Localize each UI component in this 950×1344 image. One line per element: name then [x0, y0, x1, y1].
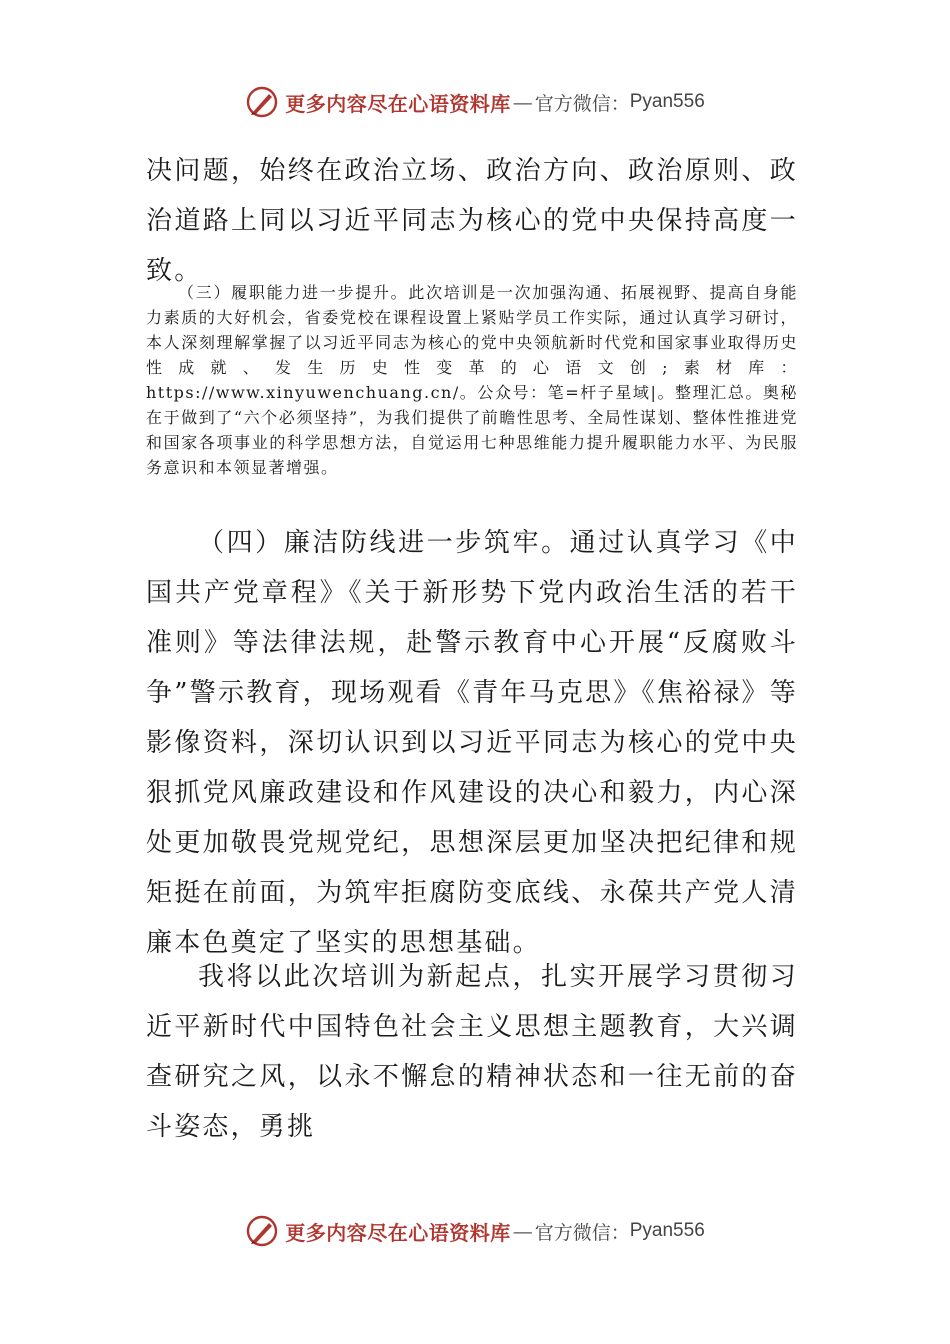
banner-dash: —	[512, 90, 533, 114]
banner-official-label: 官方微信：	[534, 92, 630, 115]
banner-dash: —	[512, 1219, 533, 1243]
banner-official-label: 官方微信：	[534, 1221, 630, 1244]
body-paragraph-3: （四）廉洁防线进一步筑牢。通过认真学习《中国共产党章程》《关于新形势下党内政治生活的若干准则》等法律法规，赴警示教育中心开展“反腐败斗争”警示教育，现场观看《青年马克思》《焦裕禄》等影像资料，深切认识到以习近平同志为核心的党中央狠抓党风廉政建设和作风建设的决心和毅力，内心深处更加敬畏党规党纪，思想深层更加坚决把纪律和规矩挺在前面，为筑牢拒腐防变底线、永葆共产党人清廉本色奠定了坚实的思想基础。	[146, 528, 798, 958]
banner-brand-text: 更多内容尽在心语资料库	[285, 1220, 511, 1245]
body-paragraph-4: 我将以此次培训为新起点，扎实开展学习贯彻习近平新时代中国特色社会主义思想主题教育，大兴调查研究之风，以永不懈怠的精神状态和一往无前的奋斗姿态，勇挑	[146, 962, 798, 1142]
banner-wechat-id: Pyan556	[629, 91, 705, 112]
banner-wechat-id: Pyan556	[629, 1220, 705, 1241]
banner-brand-text: 更多内容尽在心语资料库	[285, 91, 511, 116]
pen-logo-icon	[245, 1214, 279, 1248]
body-paragraph-1: 决问题，始终在政治立场、政治方向、政治原则、政治道路上同以习近平同志为核心的党中央保持高度一致。	[146, 156, 798, 286]
pen-logo-icon	[245, 85, 279, 119]
body-paragraph-2: （三）履职能力进一步提升。此次培训是一次加强沟通、拓展视野、提高自身能力素质的大好机会，省委党校在课程设置上紧贴学员工作实际，通过认真学习研讨，本人深刻理解掌握了以习近平同志为核心的党中央领航新时代党和国家事业取得历史性成就、发生历史性变革的心语文创;素材库：https://www.xinyuwenchuang.cn/。公众号：笔=杆子星域|。整理汇总。奥秘在于做到了“六个必须坚持”，为我们提供了前瞻性思考、全局性谋划、整体性推进党和国家各项事业的科学思想方法，自觉运用七种思维能力提升履职能力水平、为民服务意识和本领显著增强。	[146, 283, 798, 477]
header-banner	[0, 82, 950, 122]
footer-banner	[0, 1211, 950, 1251]
